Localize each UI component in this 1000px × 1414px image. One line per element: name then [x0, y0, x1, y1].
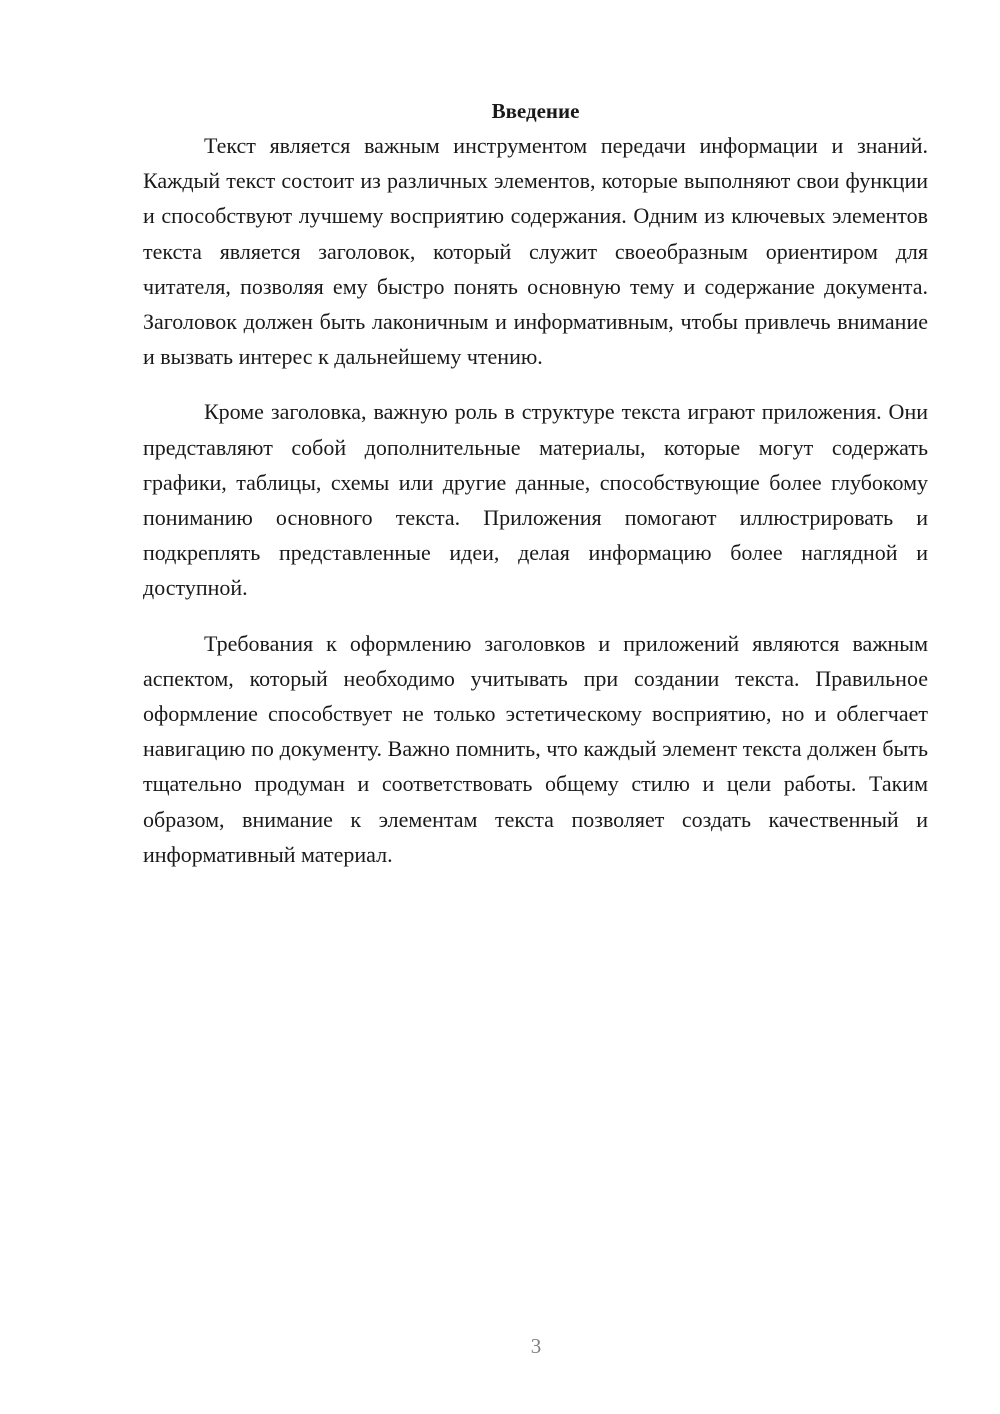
page-content [143, 96, 928, 892]
paragraph-3: Требования к оформлению заголовков и приложений являются важным аспектом, который необходимо учитывать при создании текста. Правильное оформление способствует не только эстетическому восприятию, но и облегчает навигацию по документу. Важно помнить, что каждый элемент текста должен быть тщательно продуман и соответствовать общему стилю и цели работы. Таким образом, внимание к элементам текста позволяет создать качественный и информативный материал. [143, 630, 928, 867]
section-heading: Введение [491, 99, 580, 123]
paragraph-2: Кроме заголовка, важную роль в структуре текста играют приложения. Они представляют собой дополнительные материалы, которые могут содержать графики, таблицы, схемы или другие данные, способствующие более глубокому пониманию основного текста. Приложения помогают иллюстрировать и подкреплять представленные идеи, делая информацию более наглядной и доступной. [143, 399, 928, 601]
page-number: 3 [530, 1334, 542, 1358]
paragraph-1: Текст является важным инструментом передачи информации и знаний. Каждый текст состоит из различных элементов, которые выполняют свои функции и способствуют лучшему восприятию содержания. Одним из ключевых элементов текста является заголовок, который служит своеобразным ориентиром для читателя, позволяя ему быстро понять основную тему и содержание документа. Заголовок должен быть лаконичным и информативным, чтобы привлечь внимание и вызвать интерес к дальнейшему чтению. [143, 133, 928, 370]
